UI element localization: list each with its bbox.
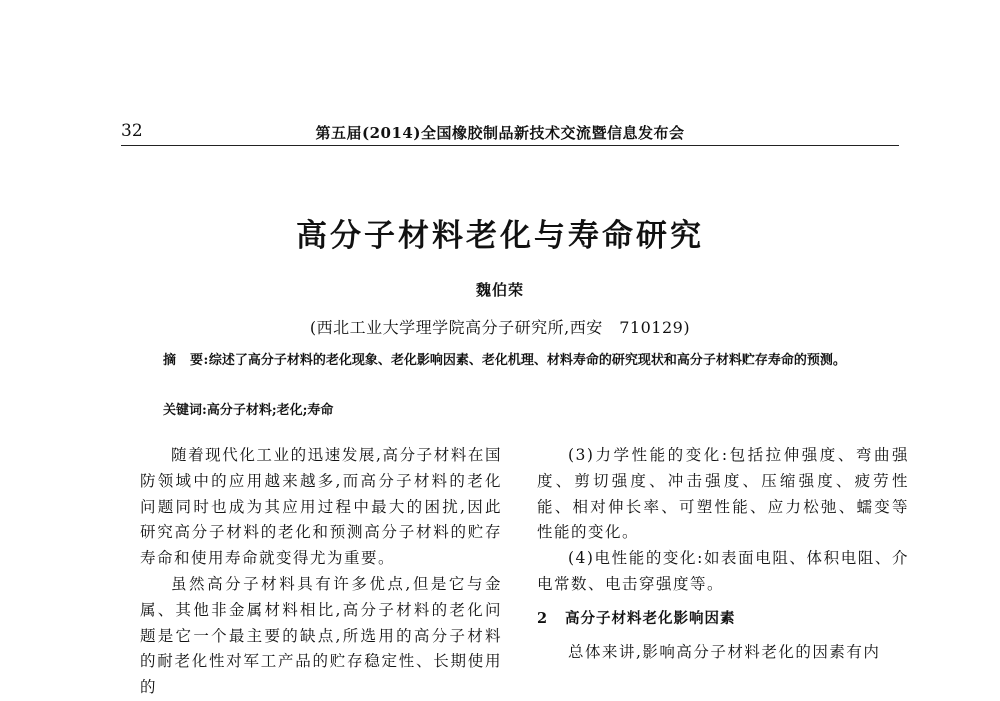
author-name: 魏伯荣 bbox=[475, 281, 524, 299]
page-number: 32 bbox=[121, 121, 143, 141]
header-rule bbox=[121, 145, 899, 146]
body-paragraph: (4)电性能的变化:如表面电阻、体积电阻、介电常数、电击穿强度等。 bbox=[537, 549, 909, 593]
section-title: 高分子材料老化影响因素 bbox=[565, 609, 736, 627]
abstract-label: 摘 要: bbox=[163, 353, 209, 368]
body-column-left bbox=[140, 443, 502, 701]
keywords-label: 关键词: bbox=[163, 403, 207, 418]
body-paragraph: 随着现代化工业的迅速发展,高分子材料在国防领域中的应用越来越多,而高分子材料的老化问题同时也成为其应用过程中最大的困扰,因此研究高分子材料的老化和预测高分子材料的贮存寿命和使用寿命就变得尤为重要。 bbox=[140, 446, 502, 568]
article-title: 高分子材料老化与寿命研究 bbox=[296, 218, 704, 254]
section-heading bbox=[537, 606, 909, 632]
body-paragraph: (3)力学性能的变化:包括拉伸强度、弯曲强度、剪切强度、冲击强度、压缩强度、疲劳性能、相对伸长率、可塑性能、应力松弛、蠕变等性能的变化。 bbox=[537, 446, 909, 542]
body-paragraph: 总体来讲,影响高分子材料老化的因素有内 bbox=[568, 642, 881, 661]
abstract bbox=[163, 349, 873, 373]
keywords-text: 高分子材料;老化;寿命 bbox=[206, 403, 334, 418]
body-paragraph: 虽然高分子材料具有许多优点,但是它与金属、其他非金属材料相比,高分子材料的老化问题是它一个最主要的缺点,所选用的高分子材料的耐老化性对军工产品的贮存稳定性、长期使用的 bbox=[140, 574, 502, 697]
keywords bbox=[163, 399, 333, 418]
abstract-text: 综述了高分子材料的老化现象、老化影响因素、老化机理、材料寿命的研究现状和高分子材料贮存寿命的预测。 bbox=[208, 353, 846, 368]
body-column-right bbox=[537, 443, 909, 665]
author-affiliation: (西北工业大学理学院高分子研究所,西安 710129) bbox=[309, 318, 691, 337]
section-number: 2 bbox=[537, 609, 549, 627]
running-header: 第五届(2014)全国橡胶制品新技术交流暨信息发布会 bbox=[315, 124, 685, 142]
